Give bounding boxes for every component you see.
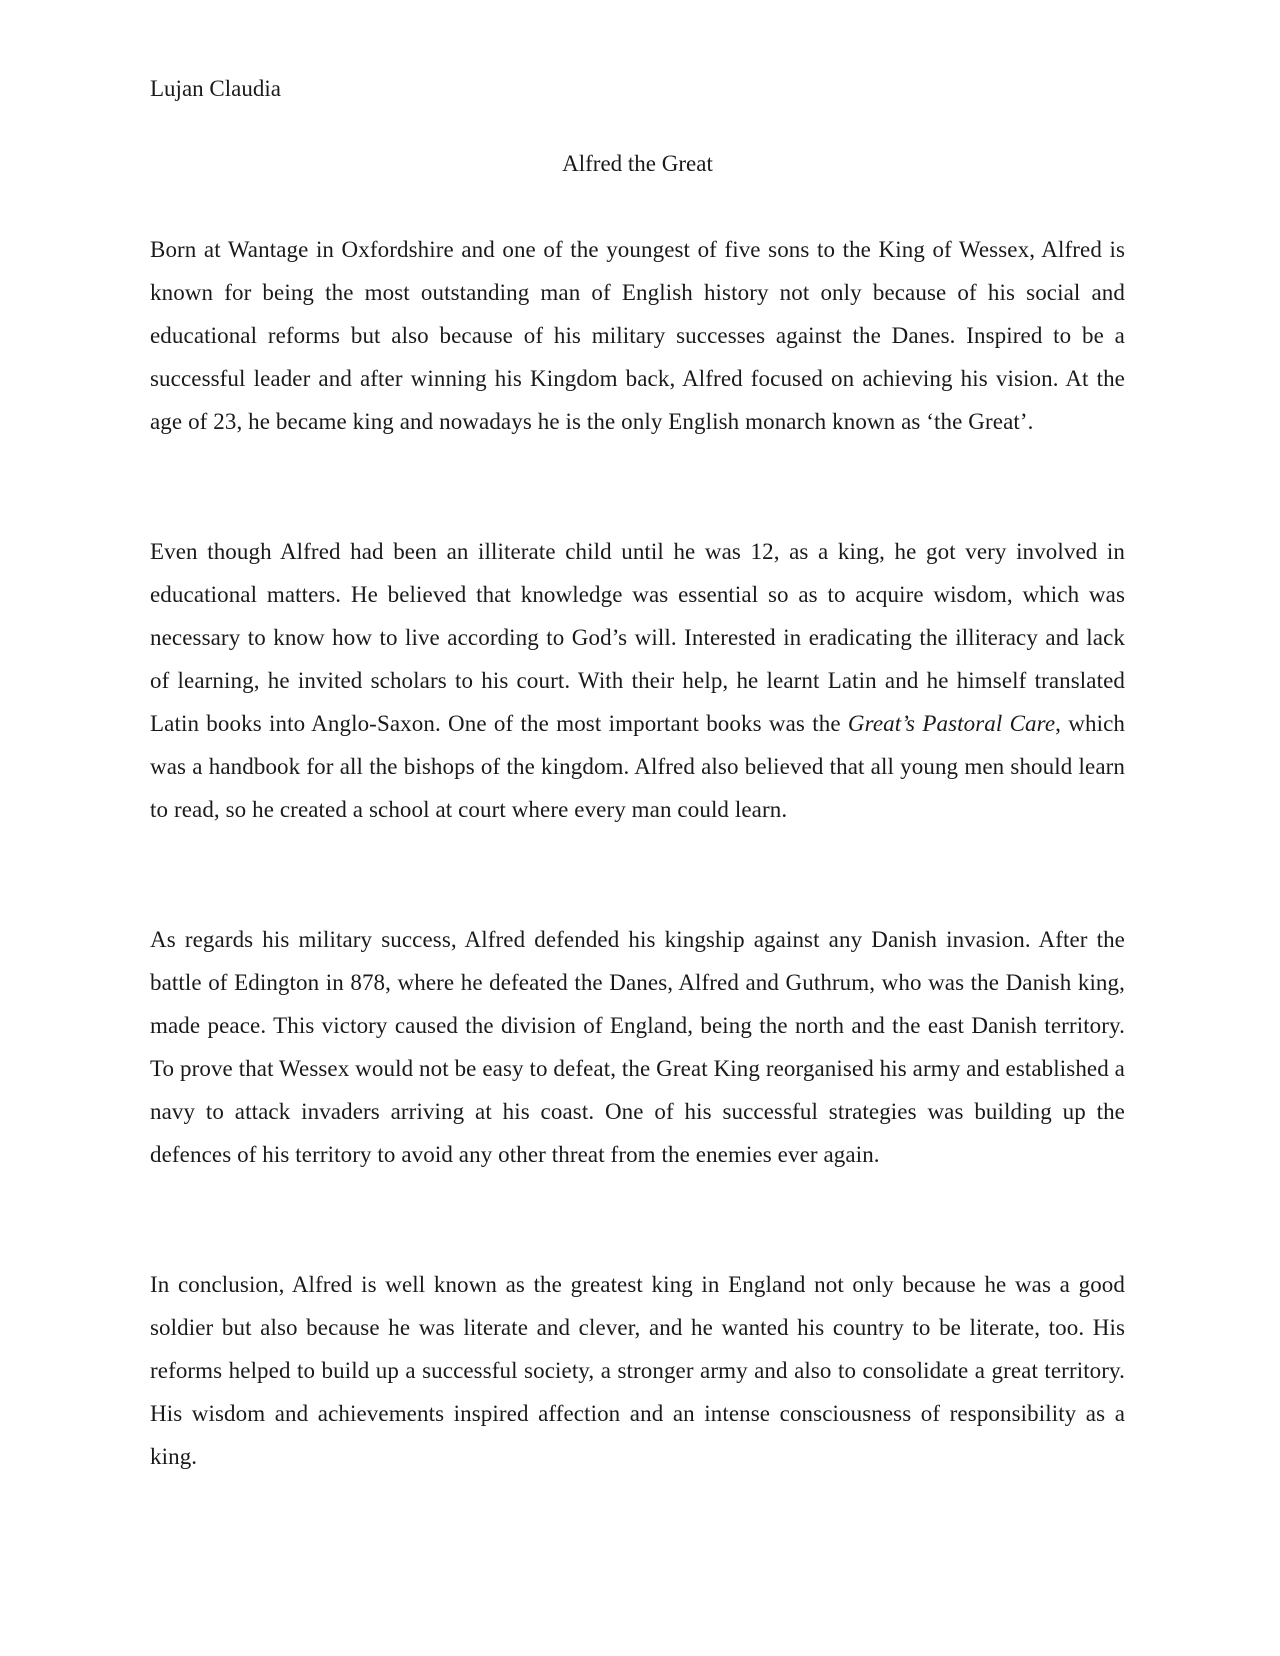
- paragraph-education: [150, 530, 1125, 831]
- book-title-italic: Great’s Pastoral Care: [847, 711, 1056, 736]
- paragraph-military: As regards his military success, Alfred defended his kingship against any Danish invasion. After the battle of Edington in 878, where he defeated the Danes, Alfred and Guthrum, who was the Danish king, made peace. This victory caused the division of England, being the north and the east Danish territory. To prove that Wessex would not be easy to defeat, the Great King reorganised his army and established a navy to attack invaders arriving at his coast. One of his successful strategies was building up the defences of his territory to avoid any other threat from the enemies ever again.: [150, 927, 1125, 1167]
- document-title: Alfred the Great: [562, 151, 713, 176]
- paragraph-introduction: Born at Wantage in Oxfordshire and one of the youngest of five sons to the King of Wessex, Alfred is known for being the most outstanding man of English history not only because of his social and educational reforms but also because of his military successes against the Danes. Inspired to be a successful leader and after winning his Kingdom back, Alfred focused on achieving his vision. At the age of 23, he became king and nowadays he is the only English monarch known as ‘the Great’.: [150, 237, 1125, 434]
- paragraph-conclusion: In conclusion, Alfred is well known as the greatest king in England not only because he was a good soldier but also because he was literate and clever, and he wanted his country to be literate, too. His reforms helped to build up a successful society, a stronger army and also to consolidate a great territory. His wisdom and achievements inspired affection and an intense consciousness of responsibility as a king.: [150, 1272, 1125, 1469]
- paragraph-education-text-end: , which was a handbook for all the bishops of the kingdom. Alfred also believed that all young men should learn to read, so he created a school at court where every man could learn.: [150, 711, 1125, 822]
- author-name: Lujan Claudia: [150, 76, 281, 101]
- paragraph-education-text-start: Even though Alfred had been an illiterate child until he was 12, as a king, he got very involved in educational matters. He believed that knowledge was essential so as to acquire wisdom, which was necessary to know how to live according to God’s will. Interested in eradicating the illiteracy and lack of learning, he invited scholars to his court. With their help, he learnt Latin and he himself translated Latin books into Anglo-Saxon. One of the most important books was the: [150, 539, 1125, 736]
